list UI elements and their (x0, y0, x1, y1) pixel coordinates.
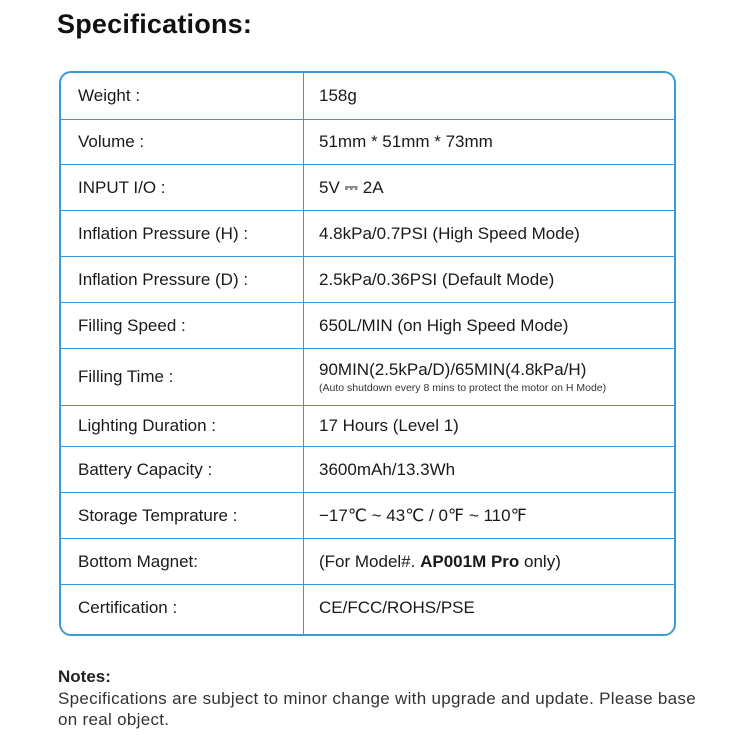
spec-label: Filling Time : (78, 367, 174, 386)
spec-value-text: 4.8kPa/0.7PSI (High Speed Mode) (319, 223, 580, 243)
spec-row-battery-capacity (61, 447, 674, 493)
spec-value-prefix: (For Model#. (319, 551, 421, 571)
spec-value (303, 303, 674, 348)
spec-label: Inflation Pressure (H) : (78, 223, 249, 243)
spec-value (303, 585, 674, 631)
spec-label: Volume : (78, 132, 145, 151)
spec-value (303, 349, 674, 405)
spec-value-text: 158g (319, 86, 357, 105)
spec-label: Storage Temprature : (78, 505, 238, 525)
spec-row-filling-speed (61, 303, 674, 349)
spec-label: Certification : (78, 598, 178, 617)
spec-value (303, 165, 674, 210)
spec-label: Bottom Magnet: (78, 551, 199, 571)
spec-value (303, 493, 674, 538)
spec-label: Lighting Duration : (78, 416, 216, 435)
spec-value (303, 257, 674, 302)
spec-value-note: (Auto shutdown every 8 mins to protect the motor on H Mode) (319, 382, 607, 394)
spec-value (303, 406, 674, 446)
spec-value (303, 211, 674, 256)
spec-value-text: 650L/MIN (on High Speed Mode) (319, 315, 569, 335)
spec-value-text: 51mm * 51mm * 73mm (319, 132, 493, 151)
specifications-table (59, 71, 676, 636)
spec-value-text: CE/FCC/ROHS/PSE (319, 598, 475, 617)
spec-label: Filling Speed : (78, 315, 186, 335)
spec-value-text: 90MIN(2.5kPa/D)/65MIN(4.8kPa/H) (319, 360, 587, 379)
spec-value-text: 3600mAh/13.3Wh (319, 459, 456, 479)
spec-value-suffix: only) (519, 551, 561, 571)
spec-row-weight (61, 73, 674, 120)
spec-label: Weight : (78, 86, 141, 105)
spec-label: Inflation Pressure (D) : (78, 269, 249, 289)
spec-value-text: −17℃ ~ 43℃ / 0℉ ~ 110℉ (319, 505, 527, 525)
spec-value-text: 2.5kPa/0.36PSI (Default Mode) (319, 269, 555, 289)
spec-row-certification (61, 585, 674, 636)
spec-row-volume (61, 120, 674, 165)
notes-text: Specifications are subject to minor change with upgrade and update. Please base on real object. (58, 689, 696, 729)
spec-value (303, 120, 674, 164)
page-title: Specifications: (57, 9, 253, 39)
spec-value-text: 5V ⎓ 2A (319, 177, 384, 197)
spec-row-bottom-magnet (61, 539, 674, 585)
model-name: AP001M Pro (420, 551, 520, 571)
spec-row-inflation-pressure-h (61, 211, 674, 257)
spec-row-filling-time (61, 349, 674, 406)
spec-row-input (61, 165, 674, 211)
notes-section (58, 666, 698, 730)
spec-row-storage-temperature (61, 493, 674, 539)
spec-value (303, 73, 674, 119)
spec-row-lighting-duration (61, 406, 674, 447)
spec-value (303, 447, 674, 492)
notes-title: Notes: (58, 667, 111, 686)
spec-label: Battery Capacity : (78, 459, 213, 479)
spec-value (303, 539, 674, 584)
spec-label: INPUT I/O : (78, 177, 166, 197)
spec-value-text: 17 Hours (Level 1) (319, 416, 459, 435)
spec-value-text (319, 552, 674, 572)
spec-row-inflation-pressure-d (61, 257, 674, 303)
